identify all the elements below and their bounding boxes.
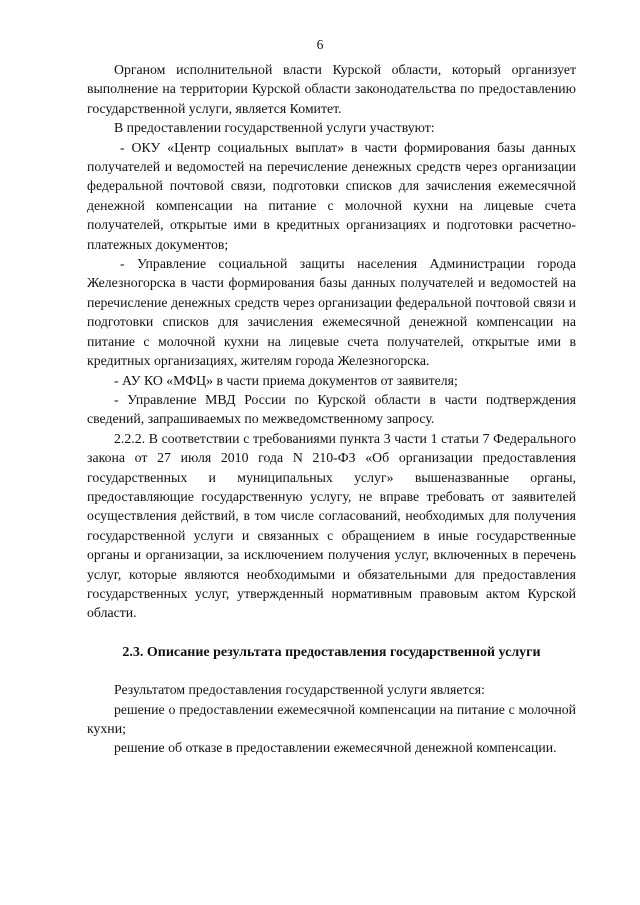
paragraph-participants-intro: В предоставлении государственной услуги участвуют: xyxy=(114,120,435,136)
page-number: 6 xyxy=(316,37,324,52)
paragraph-2-2-2: 2.2.2. В соответствии с требованиями пункта 3 части 1 статьи 7 Федерального закона от 27 июля 2010 года N 210-ФЗ «Об организации предоставления государственных и муниципальных услуг» вышеназванные органы, предоставляющие государственную услугу, не вправе требовать от заявителей осуществления действий, в том числе согласований, необходимых для получения государственной услуги и связанных с обращением в иные государственные органы и организации, за исключением получения услуг, включенных в перечень услуг, которые являются необходимыми и обязательными для предоставления государственных услуг, утвержденный нормативным правовым актом Курской области. xyxy=(87,430,576,621)
paragraph-participant-mvd: - Управление МВД России по Курской области в части подтверждения сведений, запрашиваемых по межведомственному запросу. xyxy=(87,391,576,427)
paragraph-result-intro: Результатом предоставления государственной услуги является: xyxy=(114,682,485,698)
section-heading-2-3: 2.3. Описание результата предоставления государственной услуги xyxy=(122,644,541,660)
paragraph-participant-mfc: - АУ КО «МФЦ» в части приема документов от заявителя; xyxy=(114,372,458,388)
paragraph-participant-oku: - ОКУ «Центр социальных выплат» в части формирования базы данных получателей и ведомостей на перечисление денежных средств через организации федеральной почтовой связи, подготовки списков для зачисления ежемесячной денежной компенсации на питание с молочной кухни на лицевые счета получателей, открытые ими в кредитных организациях и подготовки расчетно-платежных документов; xyxy=(87,139,576,252)
paragraph-participant-uszn: - Управление социальной защиты населения Администрации города Железногорска в части формирования базы данных получателей и ведомостей на перечисление денежных средств через организации федеральной почтовой связи и подготовки списков для зачисления ежемесячной денежной компенсации на питание с молочной кухни на лицевые счета получателей, открытые ими в кредитных организациях, жителям города Железногорска. xyxy=(87,256,576,369)
paragraph-result-refusal: решение об отказе в предоставлении ежемесячной денежной компенсации. xyxy=(114,740,557,756)
paragraph-executive-body: Органом исполнительной власти Курской области, который организует выполнение на территории Курской области законодательства по предоставлению государственной услуги, является Комитет. xyxy=(87,62,576,116)
document-body xyxy=(87,60,576,758)
paragraph-result-grant: решение о предоставлении ежемесячной компенсации на питание с молочной кухни; xyxy=(87,701,576,736)
